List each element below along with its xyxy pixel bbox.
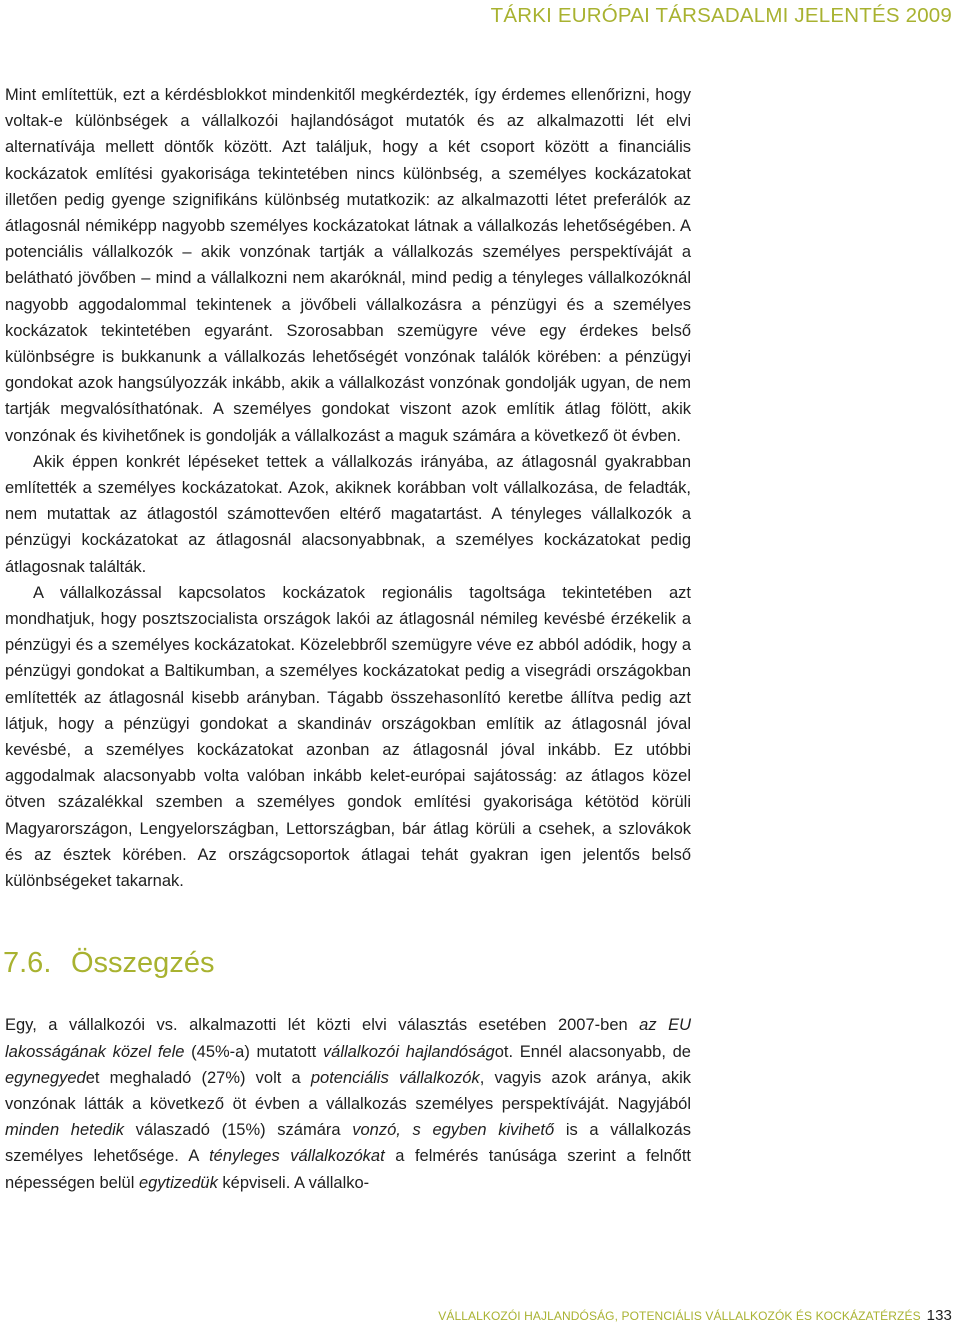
text-run: (45%-a) mutatott (184, 1042, 323, 1061)
section-heading (3, 945, 691, 987)
text-run: ot. Ennél alacsonyabb, de (494, 1042, 691, 1061)
page-number: 133 (926, 1307, 952, 1324)
section-title: Összegzés (71, 947, 215, 980)
running-header: TÁRKI EURÓPAI TÁRSADALMI JELENTÉS 2009 (490, 4, 952, 27)
emphasis: vonzó, s egyben kivihető (352, 1121, 555, 1140)
paragraph: Mint említettük, ezt a kérdésblokkot mindenkitől megkérdezték, így érdemes ellenőrizni, hogy voltak-e különbségek a vállalkozói hajlandóságot mutatók és az alkalmazotti lét elvi alternatívája mellett döntők között. Azt találjuk, hogy a két csoport között a financiális kockázatok említési gyakorisága tekintetében nincs különbség, a személyes kockázatokat illetően pedig gyenge szignifikáns különbség mutatkozik: az alkalmazotti létet preferálók az átlagosnál némiképp nagyobb személyes kockázatokat látnak a vállalkozás lehetőségében. A potenciális vállalkozók – akik vonzónak tartják a vállalkozás személyes perspektíváját a belátható jövőben – mind a vállalkozni nem akaróknál, mind pedig a tényleges vállalkozóknál nagyobb aggodalommal tekintenek a jövőbeli vállalkozásra a pénzügyi és a személyes kockázatok tekintetében egyaránt. Szorosabban szemügyre véve egy érdekes belső különbségre is bukkanunk a vállalkozás lehetőségét vonzónak találók körében: a pénzügyi gondokat azok hangsúlyozzák inkább, akik a vállalkozást vonzónak gondolják ugyan, de nem tartják megvalósíthatónak. A személyes gondokat viszont azok említik átlag fölött, akik vonzónak és kivihetőnek is gondolják a vállalkozást a maguk számára a következő öt évben. (5, 86, 691, 445)
body-text (5, 82, 691, 1196)
emphasis: egytizedük (138, 1173, 218, 1192)
emphasis: potenciális vállalkozók (310, 1068, 480, 1087)
summary-paragraph (5, 1012, 691, 1195)
text-run: et meghaladó (27%) volt a (85, 1068, 311, 1087)
emphasis: minden hetedik (5, 1121, 124, 1140)
emphasis: az EU lakosságának közel fele (5, 1016, 691, 1061)
text-run: a felmérés tanúsága szerint a felnőtt népességen belül (5, 1147, 691, 1192)
emphasis: vállalkozói hajlandóság (322, 1042, 495, 1061)
text-run: , vagyis azok aránya, akik vonzónak látták a következő öt évben a vállalkozás személyes perspektíváját. Nagyjából (5, 1068, 691, 1113)
running-footer (438, 1307, 952, 1324)
text-run: válaszadó (15%) számára (124, 1121, 353, 1140)
paragraph: A vállalkozással kapcsolatos kockázatok regionális tagoltsága tekintetében azt mondhatjuk, hogy posztszocialista országok lakói az átlagosnál némileg kevésbé érzékelik a pénzügyi és a személyes kockázatokat. Közelebbről szemügyre véve ez abból adódik, hogy a pénzügyi gondokat a Baltikumban, a személyes kockázatokat pedig a visegrádi országokban említették az átlagosnál kisebb arányban. Tágabb összehasonlító keretbe állítva pedig azt látjuk, hogy a pénzügyi gondokat a skandináv országokban említik az átlagosnál jóval kevésbé, a személyes kockázatokat azonban az átlagosnál jóval inkább. Ez utóbbi aggodalmak alacsonyabb volta valóban inkább kelet-európai sajátosság: az átlagos közel ötven százalékkal szemben a személyes gondok említési gyakorisága kétötöd körüli Magyarországon, Lengyelországban, Lettországban, bár átlag körüli a csehek, a szlovákok és az észtek körében. Az országcsoportok átlagai tehát gyakran igen jelentős belső különbségeket takarnak. (5, 583, 691, 891)
emphasis: tényleges vállalkozókat (209, 1147, 385, 1166)
text-run: is a vállalkozás személyes lehetősége. A (5, 1121, 691, 1166)
paragraph: Akik éppen konkrét lépéseket tettek a vállalkozás irányába, az átlagosnál gyakrabban említették a személyes kockázatokat. Azok, akiknek korábban volt vállalkozása, de feladták, nem mutattak az átlagostól számottevően eltérő magatartást. A tényleges vállalkozók a pénzügyi kockázatokat az átlagosnál alacsonyabbnak, a személyes kockázatokat pedig átlagosnak találták. (5, 452, 691, 576)
text-run: Egy, a vállalkozói vs. alkalmazotti lét közti elvi választás esetében 2007-ben (5, 1016, 640, 1035)
section-number: 7.6. (3, 947, 52, 980)
text-run: képviseli. A vállalko- (217, 1173, 370, 1192)
footer-title: VÁLLALKOZÓI HAJLANDÓSÁG, POTENCIÁLIS VÁLLALKOZÓK ÉS KOCKÁZATÉRZÉS (438, 1309, 921, 1323)
emphasis: egynegyed (5, 1068, 86, 1087)
